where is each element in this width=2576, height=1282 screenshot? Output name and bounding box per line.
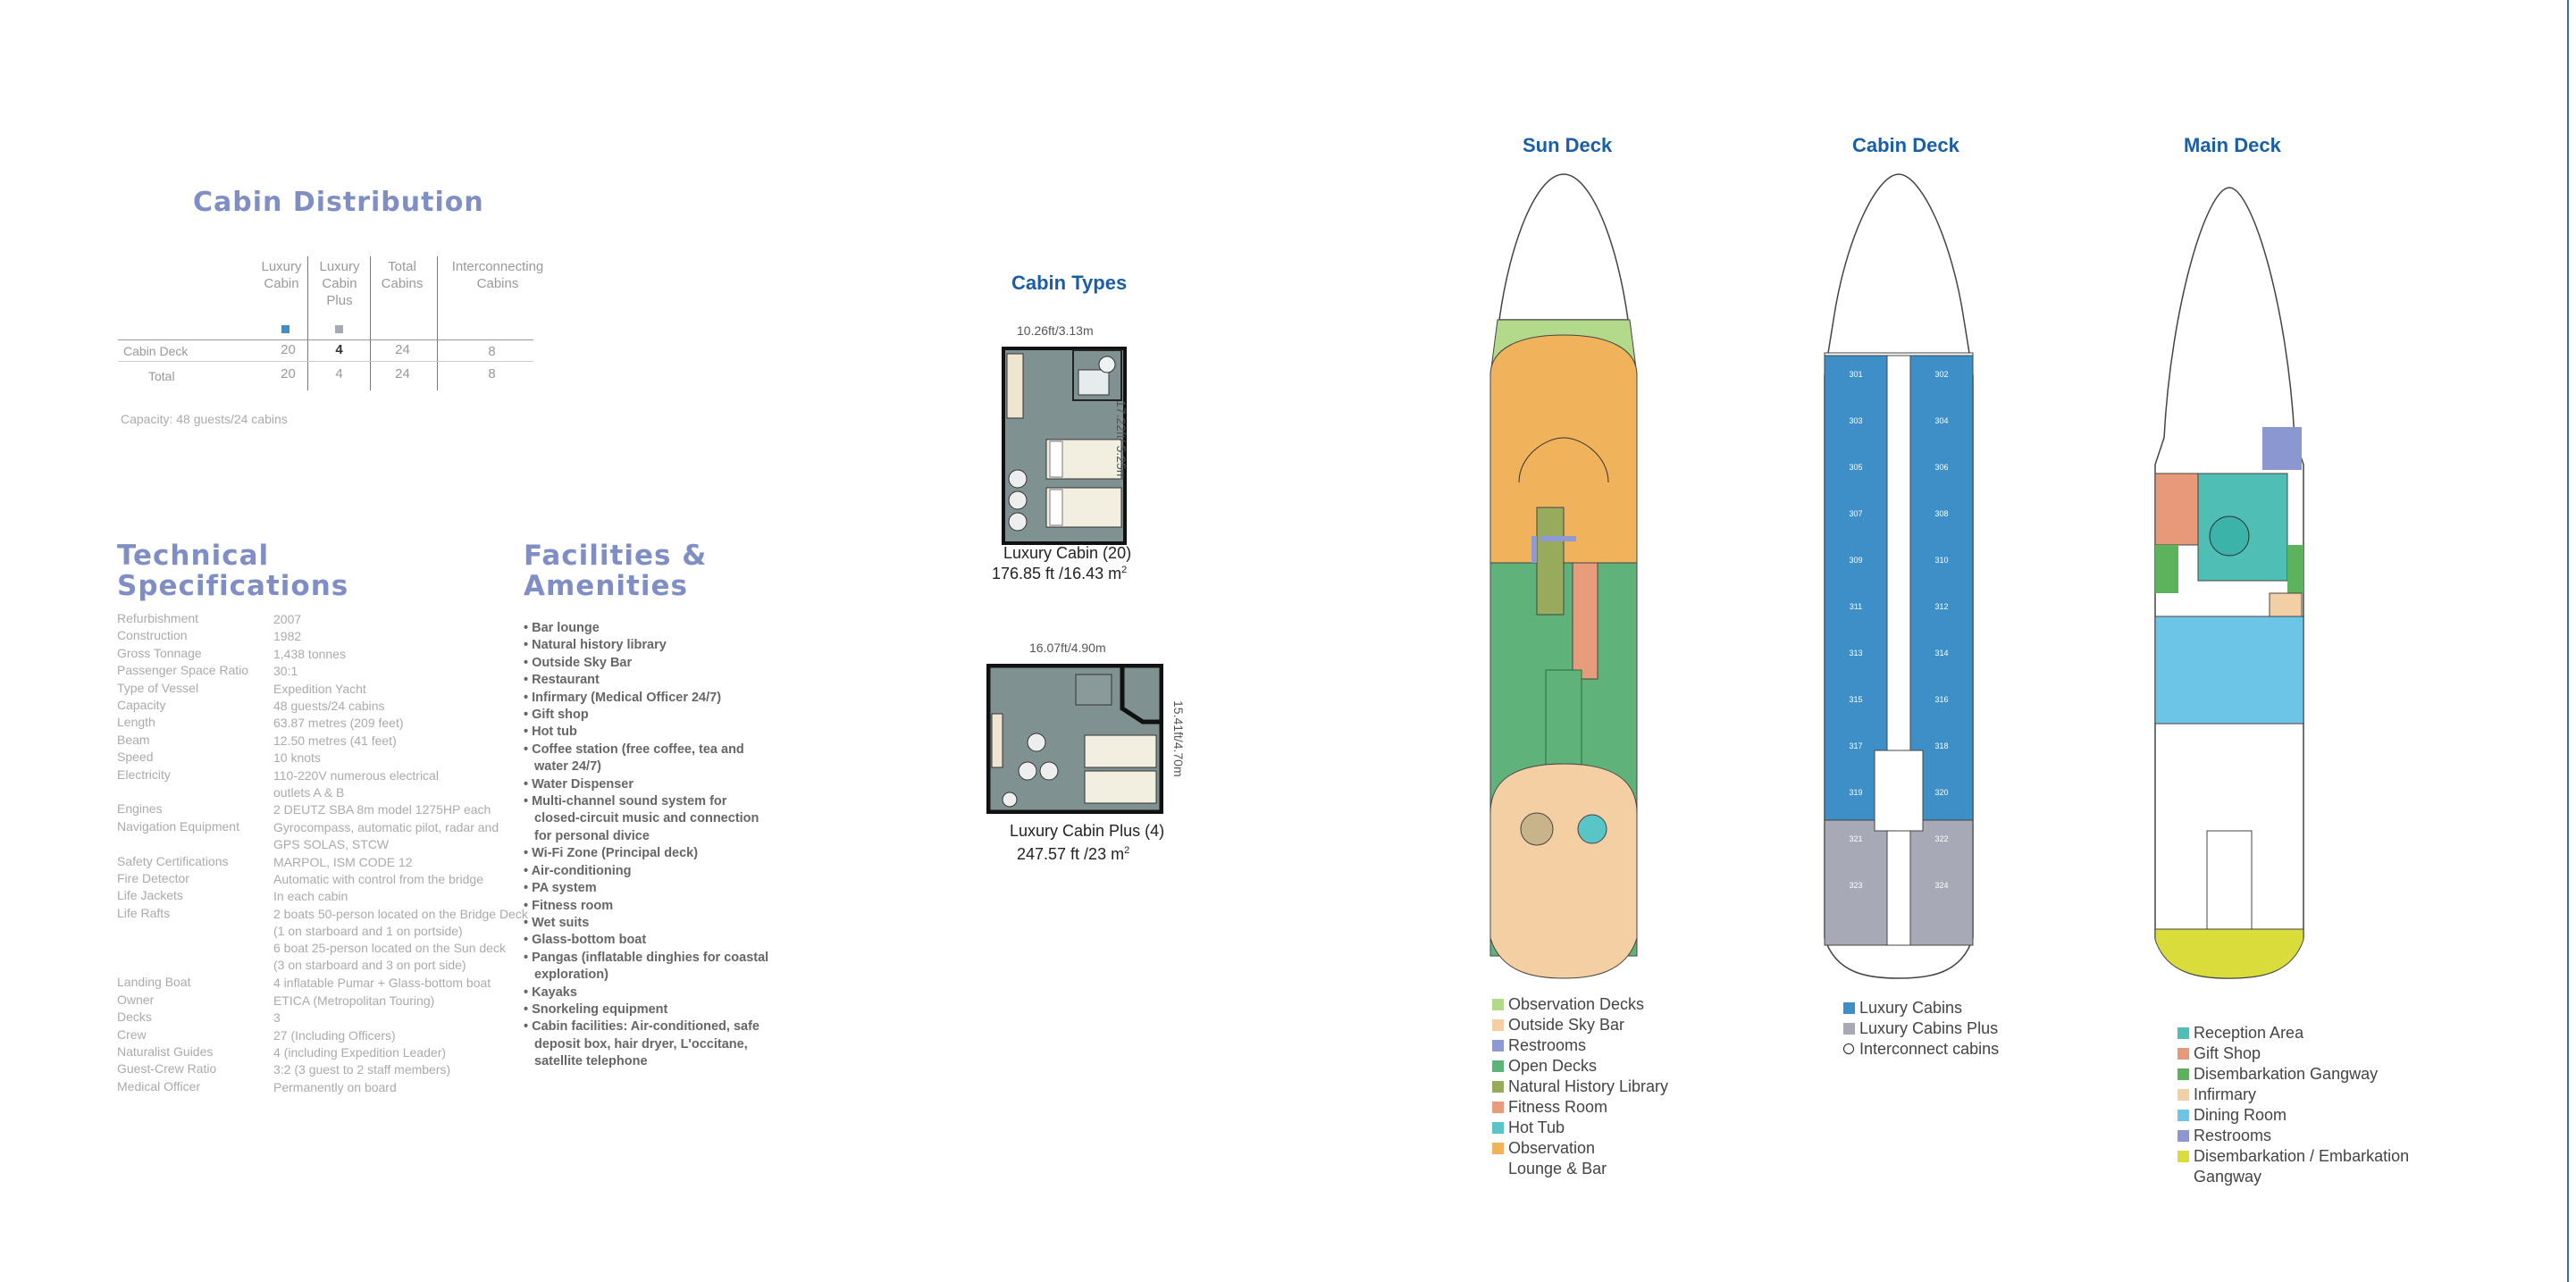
- legend-swatch: [1843, 1002, 1855, 1014]
- facilities-title-line1: Facilities &: [524, 540, 708, 572]
- cabin-number-label: 304: [1934, 416, 1949, 425]
- facility-item: • Pangas (inflatable dinghies for coastal exploration): [524, 950, 769, 983]
- cabin-number-label: 303: [1849, 416, 1863, 425]
- legend-swatch: [1492, 999, 1504, 1010]
- facility-item: • Wet suits: [524, 915, 590, 930]
- facility-item: • Glass-bottom boat: [524, 933, 647, 948]
- col-header-luxury-plus: Luxury Cabin Plus: [319, 259, 360, 308]
- legend-item: [1843, 998, 1999, 1018]
- legend-swatch: [1492, 1143, 1504, 1154]
- cabin-number-label: 311: [1849, 602, 1863, 611]
- cabin-number-label: 305: [1849, 463, 1863, 472]
- legend-label: Outside Sky Bar: [1508, 1016, 1625, 1034]
- spec-label: Type of Vessel: [117, 680, 199, 695]
- spec-value: 2 DEUTZ SBA 8m model 1275HP each: [273, 802, 491, 817]
- legend-swatch: [1843, 1023, 1855, 1035]
- legend-item: [1492, 1138, 1668, 1179]
- legend-label: Hot Tub: [1508, 1119, 1565, 1136]
- technical-title-line2: Specifications: [117, 570, 349, 602]
- table-cell: 24: [395, 342, 410, 357]
- spec-value: 3: [273, 1010, 281, 1026]
- spec-label: Landing Boat: [117, 975, 191, 990]
- table-cell: 20: [281, 366, 296, 381]
- legend-label: Disembarkation Gangway: [2194, 1065, 2379, 1083]
- cabin-number-label: 313: [1849, 649, 1863, 658]
- facilities-title-line2: Amenities: [524, 570, 688, 602]
- legend-swatch: [2177, 1027, 2189, 1039]
- spec-label: Navigation Equipment: [117, 818, 239, 834]
- luxury-area-sup: 2: [1121, 565, 1128, 575]
- legend-label: Restrooms: [1508, 1036, 1587, 1054]
- facility-item: • Cabin facilities: Air-conditioned, safe deposit box, hair dryer, L'occitane, satellite telephone: [524, 1019, 759, 1069]
- technical-title-line1: Technical: [117, 540, 270, 572]
- table-cell: 24: [395, 366, 410, 381]
- legend-swatch: [1843, 1043, 1854, 1054]
- legend-item: [1492, 1056, 1668, 1077]
- legend-item: [2177, 1146, 2409, 1187]
- spec-label: Naturalist Guides: [117, 1044, 214, 1059]
- luxury-cabin-floorplan: [1002, 347, 1127, 545]
- cabin-distribution-title: Cabin Distribution: [193, 187, 484, 218]
- spec-value: 2007: [273, 612, 302, 626]
- legend-item: [1843, 1039, 1999, 1060]
- cabin-types-title: Cabin Types: [1011, 272, 1128, 294]
- legend-label: Open Decks: [1508, 1057, 1598, 1075]
- spec-value: 10 knots: [273, 750, 321, 766]
- spec-label: Owner: [117, 992, 155, 1007]
- cabin-number-label: 301: [1849, 370, 1863, 379]
- technical-specs-list: [117, 611, 528, 1102]
- legend-label: Infirmary: [2194, 1085, 2257, 1103]
- row-label-cabin-deck: Cabin Deck: [123, 344, 189, 358]
- legend-item: [2177, 1126, 2409, 1146]
- legend-label: Disembarkation / Embarkation Gangway: [2194, 1147, 2410, 1186]
- luxury-area-text: 176.85 ft /16.43 m: [992, 565, 1122, 582]
- facility-item: • Coffee station (free coffee, tea and water 24/7): [524, 742, 744, 775]
- legend-swatch: [2177, 1089, 2189, 1101]
- legend-item: [2177, 1105, 2409, 1126]
- spec-label: Construction: [117, 628, 188, 643]
- legend-label: Dining Room: [2194, 1106, 2287, 1124]
- table-rule: [118, 339, 533, 340]
- spec-label: Length: [117, 715, 155, 730]
- legend-label: Fitness Room: [1508, 1098, 1608, 1116]
- legend-swatch: [1492, 1102, 1504, 1113]
- cabin-number-label: 320: [1934, 788, 1949, 797]
- legend-item: [1492, 994, 1668, 1015]
- cabin-number-label: 302: [1934, 370, 1949, 379]
- table-cell: 4: [335, 366, 343, 381]
- spec-label: Refurbishment: [117, 611, 199, 625]
- spec-label: Life Rafts: [117, 905, 171, 920]
- page-edge-line: [2567, 0, 2569, 1282]
- spec-value: 4 inflatable Pumar + Glass-bottom boat: [273, 976, 491, 991]
- legend-item: [2177, 1085, 2409, 1105]
- spec-value: 63.87 metres (209 feet): [273, 716, 404, 731]
- main-deck-legend: [2177, 1023, 2409, 1187]
- plus-cabin-name: Luxury Cabin Plus (4): [1010, 822, 1165, 840]
- row-label-total: Total: [148, 369, 175, 383]
- legend-item: [1492, 1118, 1668, 1138]
- spec-value: ETICA (Metropolitan Touring): [273, 993, 435, 1008]
- legend-swatch: [2177, 1110, 2189, 1121]
- plus-cabin-area: [1017, 845, 1129, 864]
- cabin-number-label: 309: [1849, 556, 1863, 565]
- spec-value: In each cabin: [273, 889, 348, 904]
- facility-item: • Kayaks: [524, 985, 577, 1000]
- cabin-number-label: 316: [1934, 695, 1949, 704]
- legend-label: Luxury Cabins Plus: [1859, 1019, 1999, 1037]
- facility-item: • Multi-channel sound system for closed-circuit music and connection for personal divice: [524, 794, 759, 843]
- spec-label: Electricity: [117, 767, 171, 782]
- spec-value: 30:1: [273, 664, 298, 679]
- cabin-number-label: 315: [1849, 695, 1863, 704]
- legend-label: Observation Decks: [1508, 995, 1645, 1013]
- legend-label: Interconnect cabins: [1859, 1040, 2000, 1058]
- spec-value: 110-220V numerous electrical outlets A & B: [273, 767, 439, 800]
- facility-item: • Natural history library: [524, 638, 667, 653]
- cabin-number-label: 321: [1849, 834, 1863, 843]
- cabin-number-label: 323: [1849, 881, 1863, 890]
- facility-item: • Water Dispenser: [524, 776, 634, 792]
- luxury-swatch: [281, 325, 289, 333]
- cabin-number-label: 312: [1934, 602, 1949, 611]
- table-rule: [118, 361, 533, 362]
- facilities-title: [524, 540, 707, 601]
- spec-value: 1,438 tonnes: [273, 646, 346, 661]
- facility-item: • Outside Sky Bar: [524, 655, 633, 670]
- legend-label: Natural History Library: [1508, 1077, 1669, 1095]
- cabin-number-label: 308: [1934, 509, 1949, 518]
- cabin-number-label: 306: [1934, 463, 1949, 472]
- legend-label: Restrooms: [2194, 1127, 2272, 1144]
- plus-depth-label: 15.41ft/4.70m: [1171, 700, 1186, 777]
- cabin-number-label: 314: [1934, 649, 1949, 658]
- spec-value: 4 (including Expedition Leader): [273, 1045, 447, 1060]
- legend-swatch: [2177, 1130, 2189, 1142]
- plus-area-sup: 2: [1124, 845, 1130, 856]
- cabin-number-label: 310: [1934, 556, 1949, 565]
- spec-label: Life Jackets: [117, 888, 183, 903]
- legend-item: [1492, 1035, 1668, 1056]
- spec-value: MARPOL, ISM CODE 12: [273, 854, 413, 869]
- spec-value: 1982: [273, 629, 302, 644]
- spec-label: Passenger Space Ratio: [117, 663, 249, 678]
- spec-value: Permanently on board: [273, 1079, 397, 1094]
- col-header-luxury: Luxury Cabin: [261, 259, 302, 291]
- legend-label: Observation Lounge & Bar: [1508, 1139, 1607, 1177]
- cabin-number-label: 307: [1849, 509, 1863, 518]
- spec-label: Medical Officer: [117, 1078, 201, 1093]
- spec-value: 2 boats 50-person located on the Bridge Deck (1 on starboard and 1 on portside) 6 boat 25-person located on the Sun deck (3 on starboard and 3 on port side): [273, 906, 528, 972]
- luxury-cabin-plus-floorplan: [986, 664, 1163, 814]
- spec-value: 27 (Including Officers): [273, 1027, 396, 1043]
- main-deck-plan: [2144, 170, 2314, 983]
- cabin-deck-legend: [1843, 998, 1999, 1060]
- facility-item: • Bar lounge: [524, 621, 600, 635]
- spec-label: Safety Certifications: [117, 853, 229, 868]
- sun-deck-legend: [1492, 994, 1668, 1179]
- luxury-width-label: 10.26ft/3.13m: [1017, 323, 1094, 338]
- table-divider: [370, 256, 371, 390]
- spec-value: Automatic with control from the bridge: [273, 872, 483, 886]
- cabin-number-label: 318: [1934, 742, 1949, 750]
- cabin-deck-title: Cabin Deck: [1852, 134, 1959, 156]
- luxury-depth-label: 17.22ft/ 5.25m: [1114, 400, 1129, 481]
- spec-label: Fire Detector: [117, 871, 189, 885]
- cabin-deck-plan: [1814, 170, 1984, 983]
- main-deck-title: Main Deck: [2184, 134, 2281, 156]
- table-cell: 8: [488, 344, 496, 359]
- facility-item: • Infirmary (Medical Officer 24/7): [524, 690, 722, 705]
- facilities-list: [524, 620, 774, 1071]
- cabin-number-label: 324: [1934, 881, 1949, 890]
- plus-swatch: [335, 325, 343, 333]
- table-cell: 20: [281, 342, 296, 357]
- spec-label: Gross Tonnage: [117, 645, 202, 660]
- spec-label: Engines: [117, 801, 163, 817]
- spec-value: 3:2 (3 guest to 2 staff members): [273, 1062, 451, 1077]
- col-header-total: Total Cabins: [381, 259, 424, 291]
- cabin-number-label: 322: [1934, 834, 1949, 843]
- sun-deck-title: Sun Deck: [1523, 134, 1613, 156]
- legend-swatch: [1492, 1081, 1504, 1093]
- spec-value: Gyrocompass, automatic pilot, radar and GPS SOLAS, STCW: [273, 819, 499, 851]
- spec-label: Crew: [117, 1026, 147, 1042]
- spec-value: Expedition Yacht: [273, 681, 366, 696]
- legend-swatch: [2177, 1151, 2189, 1162]
- facility-item: • Restaurant: [524, 673, 600, 688]
- facility-item: • PA system: [524, 881, 597, 896]
- table-cell: 8: [488, 366, 496, 381]
- facility-item: • Air-conditioning: [524, 863, 632, 878]
- legend-item: [1843, 1018, 1999, 1039]
- spec-label: Guest-Crew Ratio: [117, 1061, 217, 1077]
- facility-item: • Gift shop: [524, 708, 589, 723]
- legend-label: Gift Shop: [2194, 1044, 2261, 1062]
- spec-label: Capacity: [117, 698, 166, 712]
- legend-swatch: [1492, 1122, 1504, 1134]
- col-header-interconnecting: Interconnecting Cabins: [451, 259, 544, 291]
- legend-item: [2177, 1064, 2409, 1085]
- legend-swatch: [1492, 1040, 1504, 1052]
- capacity-note: Capacity: 48 guests/24 cabins: [121, 412, 288, 426]
- legend-item: [2177, 1043, 2409, 1064]
- plus-width-label: 16.07ft/4.90m: [1029, 641, 1106, 655]
- legend-swatch: [2177, 1048, 2189, 1060]
- luxury-cabin-area: [992, 565, 1127, 583]
- facility-item: • Snorkeling equipment: [524, 1001, 668, 1017]
- table-cell: 4: [335, 342, 343, 357]
- spec-label: Beam: [117, 732, 150, 747]
- cabin-number-label: 319: [1849, 788, 1863, 797]
- spec-value: 48 guests/24 cabins: [273, 699, 385, 713]
- spec-value: 12.50 metres (41 feet): [273, 733, 397, 748]
- cabin-number-label: 317: [1849, 742, 1863, 750]
- spec-label: Speed: [117, 750, 154, 765]
- legend-item: [1492, 1015, 1668, 1035]
- facility-item: • Hot tub: [524, 725, 577, 740]
- facility-item: • Fitness room: [524, 898, 614, 913]
- spec-label: Decks: [117, 1010, 152, 1025]
- legend-swatch: [1492, 1019, 1504, 1031]
- legend-item: [1492, 1097, 1668, 1118]
- legend-swatch: [1492, 1060, 1504, 1072]
- legend-label: Reception Area: [2194, 1024, 2304, 1042]
- luxury-cabin-name: Luxury Cabin (20): [1003, 544, 1132, 562]
- technical-specs-title: [117, 540, 348, 601]
- legend-swatch: [2177, 1068, 2189, 1080]
- plus-area-text: 247.57 ft /23 m: [1017, 845, 1125, 863]
- legend-item: [1492, 1077, 1668, 1097]
- legend-label: Luxury Cabins: [1859, 999, 1963, 1017]
- facility-item: • Wi-Fi Zone (Principal deck): [524, 846, 699, 861]
- table-divider: [437, 256, 438, 390]
- legend-item: [2177, 1023, 2409, 1043]
- sun-deck-plan: [1483, 170, 1644, 983]
